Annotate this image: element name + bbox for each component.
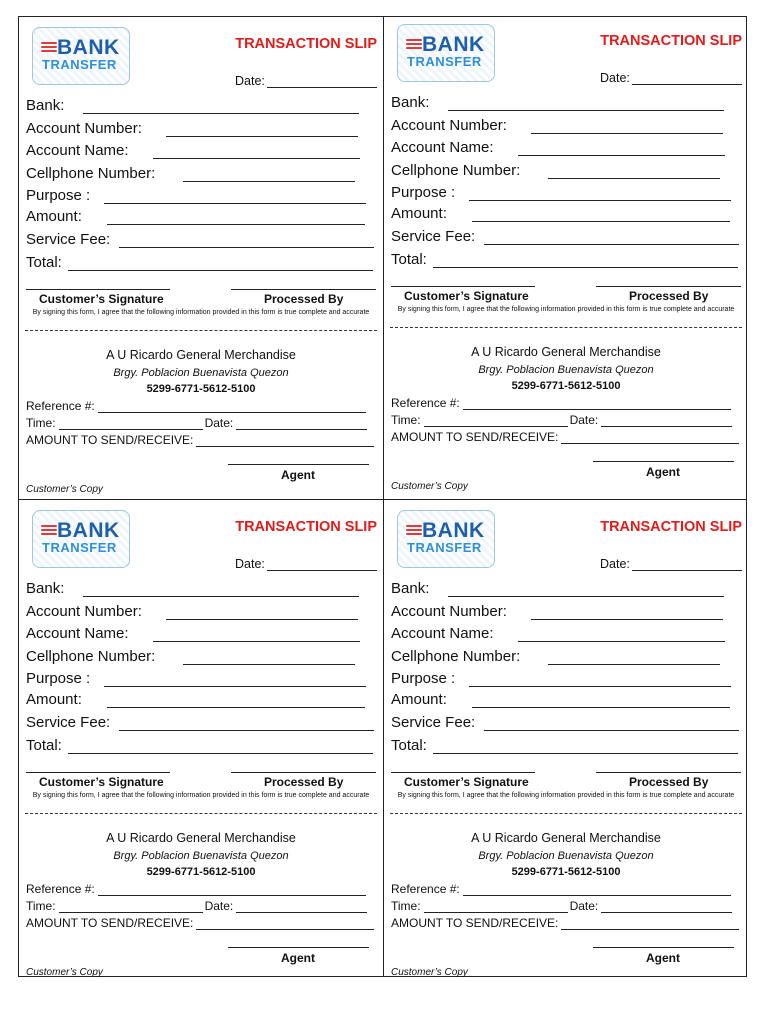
field-label: Amount: bbox=[26, 691, 82, 708]
field-blank[interactable] bbox=[531, 605, 723, 620]
logo-word-bank: BANK bbox=[57, 519, 120, 542]
field-blank[interactable] bbox=[548, 164, 720, 179]
field-amount-to-send bbox=[26, 433, 374, 447]
field-blank[interactable] bbox=[83, 582, 359, 597]
agreement-fine-print: By signing this form, I agree that the following information provided in this form is true complete and accurate bbox=[397, 792, 735, 799]
field-amount-to-send bbox=[391, 430, 739, 444]
field-blank[interactable] bbox=[448, 96, 724, 111]
merchant-name: A U Ricardo General Merchandise bbox=[471, 345, 661, 359]
logo-word-bank: BANK bbox=[422, 519, 485, 542]
field-blank[interactable] bbox=[548, 650, 720, 665]
slip-title: TRANSACTION SLIP bbox=[235, 36, 377, 52]
date-blank[interactable] bbox=[267, 74, 377, 88]
field-label: Account Number: bbox=[391, 603, 507, 620]
field-label: Account Name: bbox=[26, 625, 129, 642]
field-blank[interactable] bbox=[166, 122, 358, 137]
field-label: Reference #: bbox=[391, 882, 460, 896]
processed-by-line[interactable] bbox=[596, 286, 741, 287]
field-blank[interactable] bbox=[433, 253, 738, 268]
field-bank bbox=[26, 579, 359, 597]
field-blank[interactable] bbox=[469, 672, 731, 687]
field-label: Cellphone Number: bbox=[391, 162, 521, 179]
agent-signature-line[interactable] bbox=[228, 947, 369, 948]
merchant-phone: 5299-6771-5612-5100 bbox=[511, 866, 621, 878]
transaction-slip bbox=[384, 500, 748, 982]
field-service-fee bbox=[26, 230, 374, 248]
field-cellphone-number bbox=[26, 647, 355, 665]
field-blank[interactable] bbox=[98, 401, 366, 413]
field-purpose bbox=[26, 669, 366, 687]
date-row bbox=[235, 74, 377, 88]
field-account-name bbox=[391, 624, 725, 642]
field-label: Account Name: bbox=[26, 142, 129, 159]
field-blank[interactable] bbox=[166, 605, 358, 620]
field-blank[interactable] bbox=[561, 432, 739, 444]
field-reference bbox=[26, 399, 366, 413]
field-label: Amount: bbox=[391, 691, 447, 708]
logo-stripes-icon bbox=[41, 525, 57, 539]
field-account-number bbox=[26, 602, 358, 620]
field-label: Time: bbox=[26, 899, 56, 913]
agent-label: Agent bbox=[281, 951, 315, 965]
field-blank[interactable] bbox=[153, 144, 360, 159]
field-purpose bbox=[26, 186, 366, 204]
field-label: Bank: bbox=[391, 94, 430, 111]
field-label: Amount: bbox=[26, 208, 82, 225]
merchant-name: A U Ricardo General Merchandise bbox=[106, 348, 296, 362]
cut-line bbox=[390, 327, 742, 328]
merchant-name: A U Ricardo General Merchandise bbox=[471, 831, 661, 845]
date-blank[interactable] bbox=[632, 557, 742, 571]
agreement-fine-print: By signing this form, I agree that the following information provided in this form is true complete and accurate bbox=[32, 792, 370, 799]
cut-line bbox=[390, 813, 742, 814]
field-blank[interactable] bbox=[424, 901, 568, 913]
field-label: Bank: bbox=[26, 97, 65, 114]
field-cellphone-number bbox=[391, 647, 720, 665]
logo-word-transfer: TRANSFER bbox=[407, 54, 482, 69]
processed-by-line[interactable] bbox=[231, 289, 376, 290]
field-time-date bbox=[26, 416, 367, 430]
logo-word-bank: BANK bbox=[57, 36, 120, 59]
field-label: Date: bbox=[569, 899, 599, 913]
field-label: Purpose : bbox=[391, 184, 456, 201]
agreement-fine-print: By signing this form, I agree that the following information provided in this form is true complete and accurate bbox=[397, 306, 735, 313]
field-label: Cellphone Number: bbox=[391, 648, 521, 665]
agent-label: Agent bbox=[281, 468, 315, 482]
field-label: Purpose : bbox=[391, 670, 456, 687]
field-time-date bbox=[26, 899, 367, 913]
field-label: Account Name: bbox=[391, 625, 494, 642]
field-blank[interactable] bbox=[463, 884, 731, 896]
field-time-date bbox=[391, 899, 732, 913]
field-reference bbox=[391, 882, 731, 896]
field-amount bbox=[391, 690, 730, 708]
processed-by-label: Processed By bbox=[264, 775, 344, 789]
transaction-slip bbox=[384, 14, 748, 496]
field-blank[interactable] bbox=[236, 418, 367, 430]
field-amount bbox=[26, 207, 365, 225]
field-amount-to-send bbox=[26, 916, 374, 930]
customer-signature-line[interactable] bbox=[391, 772, 535, 773]
field-label: Date: bbox=[569, 413, 599, 427]
field-blank[interactable] bbox=[119, 233, 374, 248]
field-blank[interactable] bbox=[472, 207, 730, 222]
field-reference bbox=[391, 396, 731, 410]
field-blank[interactable] bbox=[472, 693, 730, 708]
merchant-address: Brgy. Poblacion Buenavista Quezon bbox=[478, 850, 654, 862]
field-amount bbox=[26, 690, 365, 708]
field-blank[interactable] bbox=[448, 582, 724, 597]
cut-line bbox=[25, 813, 377, 814]
transaction-slip bbox=[19, 500, 383, 982]
field-account-name bbox=[391, 138, 725, 156]
field-label: Purpose : bbox=[26, 670, 91, 687]
field-label: Total: bbox=[26, 737, 62, 754]
field-blank[interactable] bbox=[561, 918, 739, 930]
field-blank[interactable] bbox=[484, 230, 739, 245]
field-reference bbox=[26, 882, 366, 896]
bank-transfer-logo bbox=[32, 27, 130, 85]
field-blank[interactable] bbox=[484, 716, 739, 731]
field-label: Service Fee: bbox=[26, 231, 111, 248]
field-label: Bank: bbox=[26, 580, 65, 597]
field-label: Total: bbox=[391, 251, 427, 268]
agent-signature-line[interactable] bbox=[593, 947, 734, 948]
field-blank[interactable] bbox=[433, 739, 738, 754]
logo-word-transfer: TRANSFER bbox=[407, 540, 482, 555]
field-label: AMOUNT TO SEND/RECEIVE: bbox=[391, 430, 559, 444]
agent-signature-line[interactable] bbox=[593, 461, 734, 462]
field-label: Reference #: bbox=[26, 399, 95, 413]
field-account-number bbox=[26, 119, 358, 137]
slip-title: TRANSACTION SLIP bbox=[235, 519, 377, 535]
customer-copy-label: Customer’s Copy bbox=[26, 967, 103, 978]
field-label: Time: bbox=[391, 899, 421, 913]
field-cellphone-number bbox=[391, 161, 720, 179]
field-amount bbox=[391, 204, 730, 222]
bank-transfer-logo bbox=[32, 510, 130, 568]
field-service-fee bbox=[391, 227, 739, 245]
date-blank[interactable] bbox=[267, 557, 377, 571]
field-label: Date: bbox=[204, 416, 234, 430]
processed-by-label: Processed By bbox=[264, 292, 344, 306]
customer-signature-label: Customer’s Signature bbox=[39, 775, 164, 789]
agent-label: Agent bbox=[646, 951, 680, 965]
field-purpose bbox=[391, 183, 731, 201]
merchant-address: Brgy. Poblacion Buenavista Quezon bbox=[478, 364, 654, 376]
field-blank[interactable] bbox=[183, 650, 355, 665]
logo-stripes-icon bbox=[406, 525, 422, 539]
customer-signature-label: Customer’s Signature bbox=[39, 292, 164, 306]
merchant-phone: 5299-6771-5612-5100 bbox=[146, 383, 256, 395]
field-label: Reference #: bbox=[391, 396, 460, 410]
field-blank[interactable] bbox=[104, 189, 366, 204]
field-blank[interactable] bbox=[104, 672, 366, 687]
field-purpose bbox=[391, 669, 731, 687]
agent-label: Agent bbox=[646, 465, 680, 479]
field-total bbox=[26, 253, 373, 271]
field-label: Cellphone Number: bbox=[26, 165, 156, 182]
date-label: Date: bbox=[235, 74, 265, 88]
field-blank[interactable] bbox=[601, 415, 732, 427]
field-label: Account Number: bbox=[26, 120, 142, 137]
field-account-number bbox=[391, 116, 723, 134]
field-label: Account Number: bbox=[26, 603, 142, 620]
field-label: Cellphone Number: bbox=[26, 648, 156, 665]
field-label: Purpose : bbox=[26, 187, 91, 204]
customer-signature-line[interactable] bbox=[26, 289, 170, 290]
transaction-slip bbox=[19, 17, 383, 499]
field-account-name bbox=[26, 624, 360, 642]
field-label: Bank: bbox=[391, 580, 430, 597]
customer-signature-label: Customer’s Signature bbox=[404, 775, 529, 789]
field-blank[interactable] bbox=[196, 918, 374, 930]
field-label: Account Number: bbox=[391, 117, 507, 134]
field-label: Account Name: bbox=[391, 139, 494, 156]
field-blank[interactable] bbox=[119, 716, 374, 731]
customer-copy-label: Customer’s Copy bbox=[391, 481, 468, 492]
field-label: Service Fee: bbox=[391, 714, 476, 731]
field-blank[interactable] bbox=[469, 186, 731, 201]
field-label: Date: bbox=[204, 899, 234, 913]
customer-signature-label: Customer’s Signature bbox=[404, 289, 529, 303]
field-blank[interactable] bbox=[68, 256, 373, 271]
field-label: Service Fee: bbox=[26, 714, 111, 731]
field-label: AMOUNT TO SEND/RECEIVE: bbox=[26, 916, 194, 930]
customer-signature-line[interactable] bbox=[26, 772, 170, 773]
field-blank[interactable] bbox=[183, 167, 355, 182]
field-total bbox=[391, 250, 738, 268]
merchant-address: Brgy. Poblacion Buenavista Quezon bbox=[113, 850, 289, 862]
field-blank[interactable] bbox=[424, 415, 568, 427]
field-blank[interactable] bbox=[83, 99, 359, 114]
field-blank[interactable] bbox=[196, 435, 374, 447]
date-label: Date: bbox=[600, 71, 630, 85]
processed-by-label: Processed By bbox=[629, 289, 709, 303]
field-label: Reference #: bbox=[26, 882, 95, 896]
field-blank[interactable] bbox=[98, 884, 366, 896]
date-row bbox=[600, 557, 742, 571]
field-blank[interactable] bbox=[153, 627, 360, 642]
date-row bbox=[600, 71, 742, 85]
field-account-name bbox=[26, 141, 360, 159]
logo-word-bank: BANK bbox=[422, 33, 485, 56]
transaction-slip-sheet bbox=[18, 16, 747, 977]
merchant-phone: 5299-6771-5612-5100 bbox=[511, 380, 621, 392]
date-label: Date: bbox=[235, 557, 265, 571]
merchant-address: Brgy. Poblacion Buenavista Quezon bbox=[113, 367, 289, 379]
logo-word-transfer: TRANSFER bbox=[42, 540, 117, 555]
merchant-phone: 5299-6771-5612-5100 bbox=[146, 866, 256, 878]
date-row bbox=[235, 557, 377, 571]
field-blank[interactable] bbox=[236, 901, 367, 913]
field-label: Service Fee: bbox=[391, 228, 476, 245]
field-label: Total: bbox=[26, 254, 62, 271]
processed-by-line[interactable] bbox=[231, 772, 376, 773]
field-blank[interactable] bbox=[107, 210, 365, 225]
field-label: Amount: bbox=[391, 205, 447, 222]
logo-stripes-icon bbox=[41, 42, 57, 56]
field-total bbox=[26, 736, 373, 754]
field-bank bbox=[26, 96, 359, 114]
bank-transfer-logo bbox=[397, 24, 495, 82]
field-blank[interactable] bbox=[59, 418, 203, 430]
processed-by-line[interactable] bbox=[596, 772, 741, 773]
field-time-date bbox=[391, 413, 732, 427]
customer-signature-line[interactable] bbox=[391, 286, 535, 287]
field-blank[interactable] bbox=[68, 739, 373, 754]
field-blank[interactable] bbox=[59, 901, 203, 913]
field-account-number bbox=[391, 602, 723, 620]
field-label: Total: bbox=[391, 737, 427, 754]
field-blank[interactable] bbox=[531, 119, 723, 134]
field-blank[interactable] bbox=[518, 141, 725, 156]
field-amount-to-send bbox=[391, 916, 739, 930]
field-bank bbox=[391, 579, 724, 597]
field-service-fee bbox=[26, 713, 374, 731]
cut-line bbox=[25, 330, 377, 331]
date-blank[interactable] bbox=[632, 71, 742, 85]
field-service-fee bbox=[391, 713, 739, 731]
field-label: AMOUNT TO SEND/RECEIVE: bbox=[391, 916, 559, 930]
field-blank[interactable] bbox=[518, 627, 725, 642]
logo-stripes-icon bbox=[406, 39, 422, 53]
field-label: Time: bbox=[391, 413, 421, 427]
bank-transfer-logo bbox=[397, 510, 495, 568]
field-bank bbox=[391, 93, 724, 111]
logo-word-transfer: TRANSFER bbox=[42, 57, 117, 72]
slip-title: TRANSACTION SLIP bbox=[600, 33, 742, 49]
date-label: Date: bbox=[600, 557, 630, 571]
field-label: Time: bbox=[26, 416, 56, 430]
customer-copy-label: Customer’s Copy bbox=[391, 967, 468, 978]
customer-copy-label: Customer’s Copy bbox=[26, 484, 103, 495]
field-cellphone-number bbox=[26, 164, 355, 182]
agreement-fine-print: By signing this form, I agree that the following information provided in this form is true complete and accurate bbox=[32, 309, 370, 316]
field-blank[interactable] bbox=[463, 398, 731, 410]
agent-signature-line[interactable] bbox=[228, 464, 369, 465]
field-blank[interactable] bbox=[107, 693, 365, 708]
field-blank[interactable] bbox=[601, 901, 732, 913]
merchant-name: A U Ricardo General Merchandise bbox=[106, 831, 296, 845]
slip-title: TRANSACTION SLIP bbox=[600, 519, 742, 535]
processed-by-label: Processed By bbox=[629, 775, 709, 789]
field-label: AMOUNT TO SEND/RECEIVE: bbox=[26, 433, 194, 447]
field-total bbox=[391, 736, 738, 754]
